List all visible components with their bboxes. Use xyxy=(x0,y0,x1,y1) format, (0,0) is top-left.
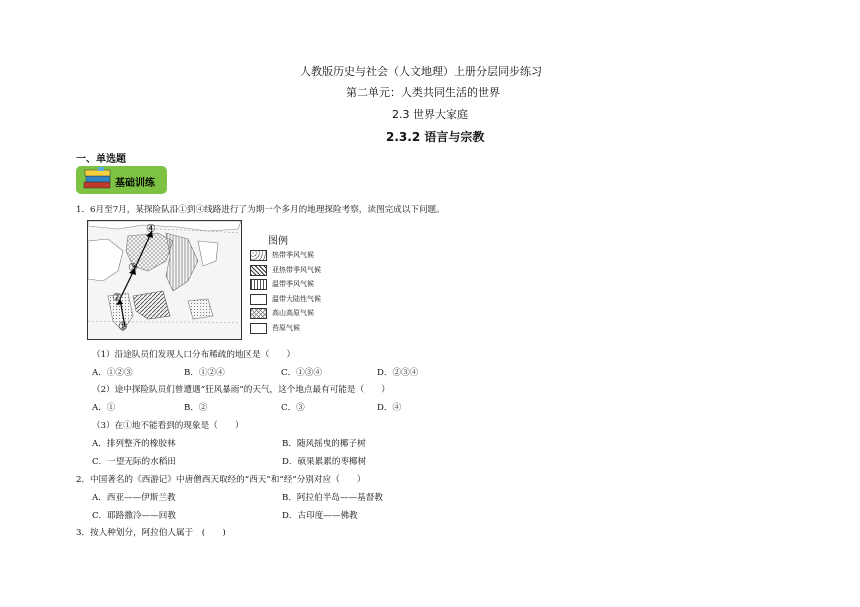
legend-swatch xyxy=(250,279,267,290)
option-d: D．②③④ xyxy=(377,368,419,378)
option-c: C．③ xyxy=(281,403,305,413)
asia-map-drawing xyxy=(88,221,241,339)
legend-swatch xyxy=(250,323,267,334)
legend-swatch xyxy=(250,308,267,319)
legend-label: 温带大陆性气候 xyxy=(272,294,321,303)
books-icon xyxy=(80,166,120,194)
question-1-stem: 1．6月至7月，某探险队沿①到④线路进行了为期一个多月的地理探险考察，读图完成以下问题。 xyxy=(76,205,445,215)
option-c: C．①③④ xyxy=(281,368,322,378)
badge-label: 基础训练 xyxy=(115,178,155,189)
marker-3: ③ xyxy=(128,261,138,274)
climate-map xyxy=(87,220,242,340)
marker-1: ① xyxy=(118,320,128,333)
option-b: B．随风摇曳的椰子树 xyxy=(282,439,366,449)
legend-label: 温带季风气候 xyxy=(272,280,314,288)
option-c: C．一望无际的水稻田 xyxy=(92,457,176,467)
option-a: A．① xyxy=(92,403,116,413)
legend-label: 热带季风气候 xyxy=(272,251,314,259)
option-d: D．④ xyxy=(377,403,402,413)
marker-2: ② xyxy=(112,291,122,304)
marker-4: ④ xyxy=(146,222,156,235)
option-a: A．排列整齐的橡胶林 xyxy=(92,439,176,449)
option-a: A．西亚——伊斯兰教 xyxy=(92,493,176,503)
legend-label: 亚热带季风气候 xyxy=(272,265,321,274)
option-c: C．耶路撒冷——回教 xyxy=(92,511,176,521)
document-title: 人教版历史与社会（人文地理）上册分层同步练习 xyxy=(300,65,542,78)
question-3: 3．按人种划分，阿拉伯人属于 ( ) xyxy=(76,528,226,538)
question-1-1: （1）沿途队员们发现人口分布稀疏的地区是（ ） xyxy=(92,350,296,360)
legend-label: 高山高原气候 xyxy=(272,309,314,317)
unit-title: 第二单元：人类共同生活的世界 xyxy=(346,86,500,99)
option-b: B．阿拉伯半岛——基督教 xyxy=(282,493,383,503)
lesson-title: 2.3.2 语言与宗教 xyxy=(386,130,485,144)
section-title: 2.3 世界大家庭 xyxy=(392,108,468,121)
legend-swatch xyxy=(250,294,267,305)
legend-swatch xyxy=(250,265,267,276)
option-d: D．硕果累累的枣椰树 xyxy=(282,457,367,467)
legend-title: 图例 xyxy=(268,236,288,247)
option-b: B．② xyxy=(184,403,208,413)
legend-label: 苔原气候 xyxy=(272,323,300,332)
question-1-2: （2）途中探险队员们曾遭遇“狂风暴雨”的天气，这个地点最有可能是（ ） xyxy=(92,385,390,395)
option-b: B．①②④ xyxy=(184,368,225,378)
question-1-3: （3）在①地不能看到的现象是（ ） xyxy=(92,421,244,431)
option-a: A．①②③ xyxy=(92,368,133,378)
option-d: D．古印度——佛教 xyxy=(282,511,358,521)
legend-swatch xyxy=(250,250,267,261)
section-heading: 一、单选题 xyxy=(76,154,126,165)
question-2: 2．中国著名的《西游记》中唐僧西天取经的“西天”和“经”分别对应（ ） xyxy=(76,475,366,485)
